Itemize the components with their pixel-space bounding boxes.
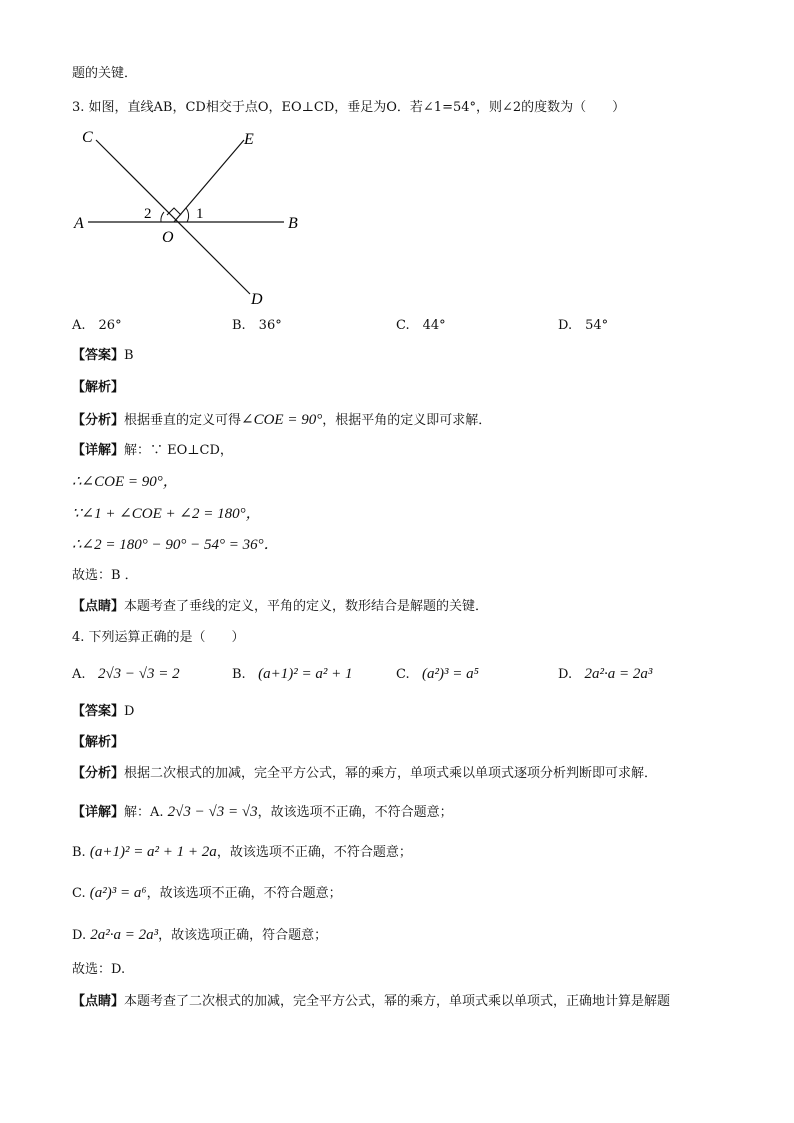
q3-option-a: A. 26° [72,318,122,333]
q3-step-2: ∵∠1 + ∠COE + ∠2 = 180°， [72,506,261,522]
q4-detail-b: B. (a+1)² = a² + 1 + 2a，故该选项不正确，不符合题意； [72,844,412,860]
text-line: 题的关键． [72,66,138,81]
q3-analysis-heading: 【解析】 [72,380,125,395]
q3-step-1: ∴∠COE = 90°， [72,474,178,490]
q4-detail-c: C. (a²)³ = a⁶，故该选项不正确，不符合题意； [72,885,342,901]
q3-option-d: D. 54° [558,318,609,333]
label-b: B [288,215,298,232]
question-4: 4. 下列运算正确的是（ ） [72,630,245,645]
q4-option-c: C. (a²)³ = a⁵ [396,666,479,682]
q3-dianjing: 【点睛】本题考查了垂线的定义，平角的定义，数形结合是解题的关键． [72,599,489,614]
question-3: 3. 如图，直线AB，CD相交于点O，EO⊥CD，垂足为O．若∠1=54°，则∠2的度数为（ ） [72,100,626,115]
label-a: A [74,215,84,232]
q3-choice: 故选：B ． [72,568,138,583]
q4-option-b: B. (a+1)² = a² + 1 [232,666,353,682]
q3-option-b: B. 36° [232,318,282,333]
q4-detail-d: D. 2a²·a = 2a³，故该选项正确，符合题意； [72,927,328,943]
q4-analysis-heading: 【解析】 [72,735,125,750]
q4-option-d: D. 2a²·a = 2a³ [558,666,653,682]
label-angle-2: 2 [144,206,152,222]
line-oe [174,140,244,222]
label-o: O [162,229,174,246]
q3-option-c: C. 44° [396,318,446,333]
label-angle-1: 1 [196,206,204,222]
q4-detail-a: 【详解】解：A. 2√3 − √3 = √3，故该选项不正确，不符合题意； [72,804,453,820]
q4-dianjing: 【点睛】本题考查了二次根式的加减，完全平方公式，幂的乘方，单项式乘以单项式，正确地计算是解题 [72,994,671,1009]
q3-step-3: ∴∠2 = 180° − 90° − 54° = 36°． [72,537,279,553]
q4-fenxi: 【分析】根据二次根式的加减，完全平方公式，幂的乘方，单项式乘以单项式逐项分析判断即可求解． [72,766,658,781]
q4-option-a: A. 2√3 − √3 = 2 [72,666,180,682]
q3-xiangjie: 【详解】解：∵ EO⊥CD， [72,443,233,458]
q3-answer: 【答案】B [72,348,134,363]
angle-2-arc [161,212,164,222]
q3-fenxi: 【分析】根据垂直的定义可得∠COE = 90°，根据平角的定义即可求解． [72,412,492,428]
angle-1-arc [186,208,189,222]
label-c: C [82,129,93,146]
q4-choice: 故选：D. [72,962,126,977]
label-d: D [251,291,263,308]
q4-answer: 【答案】D [72,704,135,719]
label-e: E [244,131,254,148]
line-cd [96,140,250,294]
right-angle-marker [167,208,181,215]
geometry-figure [70,124,310,310]
